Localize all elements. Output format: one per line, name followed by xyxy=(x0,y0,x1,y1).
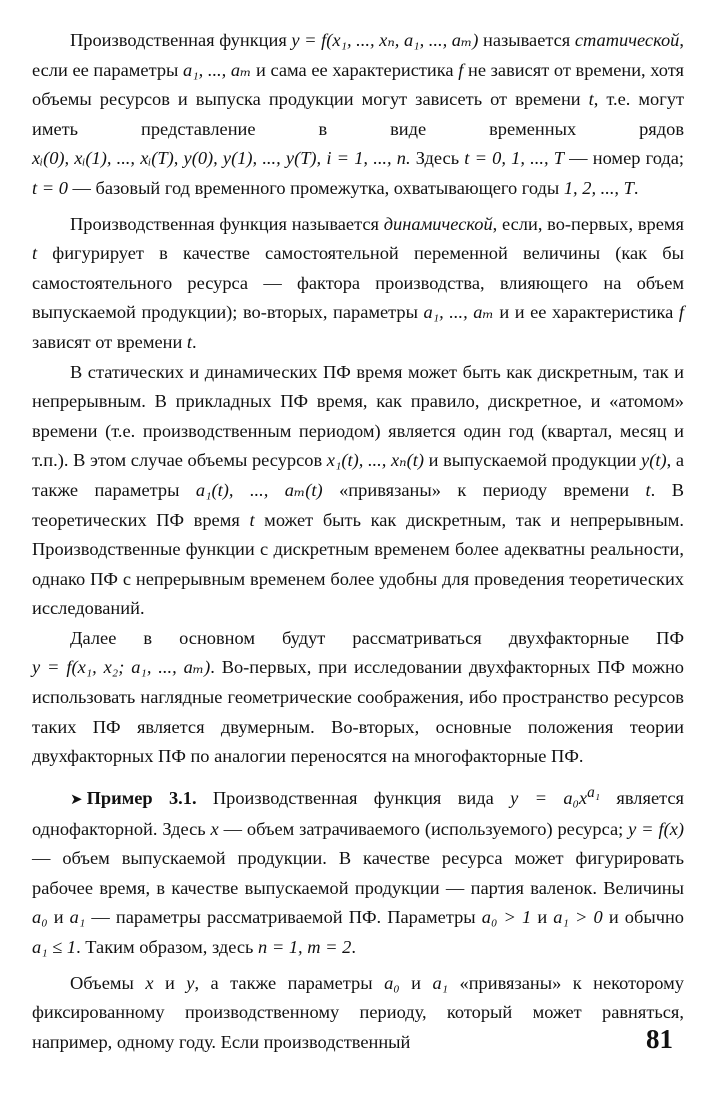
formula-two-factor: y = f(x₁, x₂; a₁, ..., aₘ) xyxy=(32,657,211,678)
term-dynamic: динамической xyxy=(383,213,493,234)
body-text xyxy=(32,26,684,1057)
paragraph-example-3-1: ➤ Пример 3.1. Производственная функция вида $y = a_0x^{a_1}$ является однофакторной. Здесь x — объем затрачиваемого (используемого) ресурса; y = f(x) — объем выпускаемой продукции. В качестве ресурса может фигурировать рабочее время, в качестве выпускаемой продукции — партия валенок. Величины a₀ и a₁ — параметры рассматриваемой ПФ. Параметры a₀ > 1 и a₁ > 0 и обычно a₁ ≤ 1. Таким образом, здесь n = 1, m = 2. xyxy=(32,783,685,957)
formula-production-function: y = f(x₁, ..., xₙ, a₁, ..., aₘ) xyxy=(291,30,479,50)
paragraph-volumes: Объемы x и y, а также параметры a₀ и a₁ «привязаны» к некоторому фиксированному производственному периоду, который может равняться, например, одному году. Если производственный xyxy=(32,972,684,1052)
paragraph-dynamic-function: Производственная функция называется динамической, если, во-первых, время t фигурирует в качестве самостоятельной переменной величины (как бы самостоятельного ресурса — фактора производства, влияющего на объем выпускаемой продукции); во-вторых, параметры a₁, ..., aₘ и и ее характеристика f зависят от времени t. xyxy=(32,213,685,352)
formula-time-series: xᵢ(0), xᵢ(1), ..., xᵢ(T), y(0), y(1), ..., y(T), i = 1, ..., n. xyxy=(32,148,411,169)
arrowhead-bullet-icon: ➤ xyxy=(70,789,83,808)
paragraph-time-discrete: В статических и динамических ПФ время может быть как дискретным, так и непрерывным. В прикладных ПФ время, как правило, дискретное, и «атомом» времени (т.е. производственным периодом) является один год (квартал, месяц и т.п.). В этом случае объемы ресурсов x₁(t), ..., xₙ(t) и выпускаемой продукции y(t), а также параметры a₁(t), ..., aₘ(t) «привязаны» к периоду времени t. В теоретических ПФ время t может быть как дискретным, так и непрерывным. Производственные функции с дискретным временем более адекватны реальности, однако ПФ с непрерывным временем более удобны для проведения теоретических исследований. xyxy=(32,361,684,619)
example-heading: Пример 3.1. xyxy=(86,787,197,808)
page-number: 81 xyxy=(646,1024,673,1054)
term-static: статической xyxy=(574,30,680,50)
paragraph-static-function: Производственная функция y = f(x₁, ..., xₙ, a₁, ..., aₘ) называется статической, если ее параметры a₁, ..., aₘ и сама ее характеристика f не зависят от времени, хотя объемы ресурсов и выпуска продукции могут зависеть от времени t, т.е. могут иметь представление в виде временных рядов xᵢ(0), xᵢ(1), ..., xᵢ(T), y(0), y(1), ..., y(T), i = 1, ..., n. Здесь t = 0, 1, ..., T — номер года; t = 0 — базовый год временного промежутка, охватывающего годы 1, 2, ..., T. xyxy=(32,30,684,198)
paragraph-two-factor: Далее в основном будут рассматриваться двухфакторные ПФ y = f(x₁, x₂; a₁, ..., aₘ). Во-первых, при исследовании двухфакторных ПФ можно использовать наглядные геометрические соображения, ибо пространство ресурсов таких ПФ является двумерным. Во-вторых, основные положения теории двухфакторных ПФ по аналогии переносятся на многофакторные ПФ. xyxy=(32,627,684,767)
formula-power-function: $y = a_0x^{a_1}$ xyxy=(510,783,601,808)
